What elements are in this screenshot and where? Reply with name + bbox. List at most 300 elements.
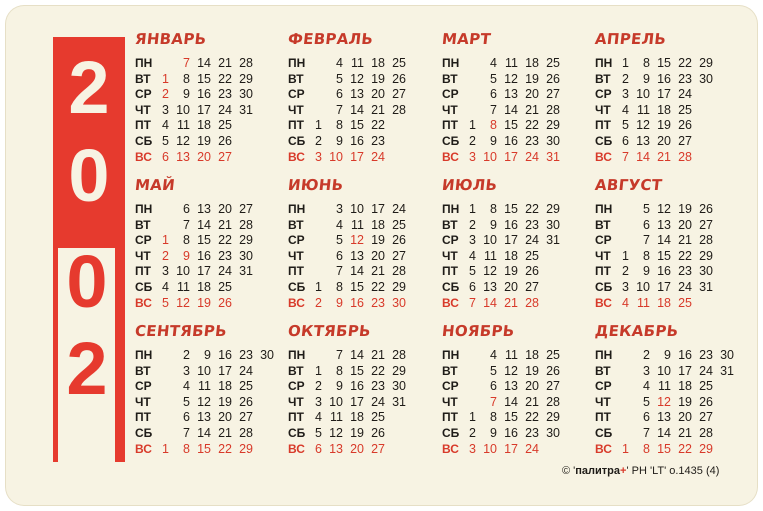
day-number: 20 <box>218 410 232 425</box>
day-number: 30 <box>720 348 734 362</box>
weekday-label: ПТ <box>288 264 304 279</box>
day-number: 29 <box>392 363 406 378</box>
day-number: 27 <box>546 87 560 102</box>
weekday-label: СР <box>595 87 612 102</box>
day-number: 12 <box>176 134 190 148</box>
day-number: 4 <box>622 102 629 117</box>
day-number: 5 <box>162 134 169 148</box>
day-number: 7 <box>336 102 343 117</box>
day-number: 23 <box>371 134 385 148</box>
day-number: 20 <box>525 87 539 102</box>
day-number: 11 <box>484 248 497 263</box>
weekday-label: ВС <box>135 295 152 310</box>
day-number: 8 <box>643 441 650 456</box>
day-number: 2 <box>162 87 169 102</box>
brand-name: палитра <box>575 465 621 477</box>
day-number: 11 <box>505 56 518 70</box>
weekday-label: СБ <box>288 134 306 148</box>
day-number: 9 <box>204 348 211 362</box>
day-number: 5 <box>183 394 190 409</box>
day-number: 23 <box>239 348 253 362</box>
day-number: 19 <box>657 118 671 133</box>
day-number: 4 <box>336 217 343 232</box>
day-number: 30 <box>260 348 274 362</box>
weekday-label: СБ <box>442 134 460 148</box>
day-number: 14 <box>197 426 211 440</box>
day-number: 10 <box>329 149 343 164</box>
day-number: 3 <box>469 149 476 164</box>
day-number: 26 <box>218 295 232 310</box>
day-number: 6 <box>469 280 476 294</box>
day-number: 16 <box>350 134 364 148</box>
day-number: 5 <box>490 71 497 86</box>
weekday-label: ВС <box>595 149 612 164</box>
day-number: 6 <box>622 134 629 148</box>
day-number: 14 <box>636 149 650 164</box>
month-name: СЕНТЯБРЬ <box>134 322 228 340</box>
weekday-label: ЧТ <box>442 394 458 409</box>
weekday-label: ПН <box>595 202 613 216</box>
day-number: 18 <box>678 379 692 394</box>
day-number: 22 <box>218 233 232 248</box>
day-number: 22 <box>525 410 539 425</box>
day-number: 20 <box>218 202 232 216</box>
day-number: 1 <box>622 248 629 263</box>
day-number: 4 <box>336 56 343 70</box>
day-number: 11 <box>505 348 518 362</box>
day-number: 30 <box>392 295 406 310</box>
day-number: 17 <box>197 264 211 279</box>
weekday-label: ПТ <box>442 410 458 425</box>
day-number: 12 <box>350 71 364 86</box>
day-number: 18 <box>197 118 211 133</box>
day-number: 9 <box>183 87 190 102</box>
day-number: 30 <box>546 217 560 232</box>
day-number: 20 <box>197 149 211 164</box>
day-number: 14 <box>504 394 518 409</box>
day-number: 9 <box>664 348 671 362</box>
weekday-label: СР <box>442 87 459 102</box>
day-number: 7 <box>469 295 476 310</box>
weekday-label: ЧТ <box>135 248 151 263</box>
day-number: 1 <box>622 441 629 456</box>
weekday-label: ВС <box>135 441 152 456</box>
day-number: 12 <box>504 363 518 378</box>
month-name: НОЯБРЬ <box>441 322 516 340</box>
day-number: 22 <box>525 118 539 133</box>
day-number: 17 <box>678 363 692 378</box>
day-number: 4 <box>622 295 629 310</box>
day-number: 14 <box>350 102 364 117</box>
day-number: 8 <box>336 118 343 133</box>
weekday-label: ПН <box>595 348 613 362</box>
weekday-label: ПТ <box>135 264 151 279</box>
day-number: 13 <box>350 87 364 102</box>
day-number: 9 <box>643 264 650 279</box>
day-number: 15 <box>350 280 364 294</box>
day-number: 1 <box>469 118 476 133</box>
month-name: ИЮЛЬ <box>441 176 499 194</box>
weekday-label: ВС <box>288 441 305 456</box>
weekday-label: ЧТ <box>288 248 304 263</box>
day-number: 3 <box>162 102 169 117</box>
weekday-label: ВТ <box>288 217 304 232</box>
weekday-label: ВС <box>288 149 305 164</box>
day-number: 29 <box>699 441 713 456</box>
day-number: 25 <box>218 280 232 294</box>
month-name: ДЕКАБРЬ <box>594 322 680 340</box>
month-name: МАРТ <box>441 30 492 48</box>
day-number: 23 <box>525 134 539 148</box>
day-number: 24 <box>525 149 539 164</box>
weekday-label: ВС <box>442 441 459 456</box>
day-number: 14 <box>657 426 671 440</box>
weekday-label: ВТ <box>595 217 611 232</box>
day-number: 22 <box>525 202 539 216</box>
day-number: 30 <box>239 87 253 102</box>
day-number: 9 <box>490 426 497 440</box>
day-number: 24 <box>371 394 385 409</box>
weekday-label: ВТ <box>135 363 151 378</box>
day-number: 4 <box>490 348 497 362</box>
day-number: 10 <box>483 149 497 164</box>
day-number: 31 <box>239 264 253 279</box>
day-number: 27 <box>678 134 692 148</box>
weekday-label: ПТ <box>442 264 458 279</box>
day-number: 2 <box>162 248 169 263</box>
day-number: 1 <box>162 441 169 456</box>
weekday-label: ВТ <box>288 363 304 378</box>
day-number: 20 <box>504 280 518 294</box>
day-number: 6 <box>643 410 650 425</box>
weekday-label: ВС <box>595 441 612 456</box>
day-number: 2 <box>183 348 190 362</box>
day-number: 18 <box>525 348 539 362</box>
pocket-calendar-card <box>6 6 757 505</box>
day-number: 13 <box>636 134 650 148</box>
day-number: 24 <box>218 264 232 279</box>
day-number: 25 <box>392 217 406 232</box>
weekday-label: ВС <box>595 295 612 310</box>
day-number: 2 <box>469 134 476 148</box>
day-number: 8 <box>643 248 650 263</box>
day-number: 8 <box>183 441 190 456</box>
day-number: 30 <box>699 264 713 279</box>
day-number: 29 <box>239 233 253 248</box>
day-number: 20 <box>371 248 385 263</box>
day-number: 11 <box>330 410 343 425</box>
day-number: 21 <box>218 217 232 232</box>
day-number: 3 <box>315 149 322 164</box>
day-number: 24 <box>218 102 232 117</box>
day-number: 22 <box>678 56 692 70</box>
day-number: 21 <box>371 264 385 279</box>
weekday-label: ВС <box>442 149 459 164</box>
day-number: 21 <box>218 56 232 70</box>
day-number: 26 <box>392 71 406 86</box>
day-number: 28 <box>678 149 692 164</box>
month-12 <box>594 322 745 456</box>
weekday-label: ЧТ <box>595 102 611 117</box>
day-number: 6 <box>183 202 190 216</box>
day-number: 15 <box>504 410 518 425</box>
weekday-label: СР <box>288 87 305 102</box>
day-number: 6 <box>490 87 497 102</box>
weekday-label: ПТ <box>135 410 151 425</box>
day-number: 7 <box>183 217 190 232</box>
day-number: 19 <box>197 295 211 310</box>
day-number: 6 <box>336 87 343 102</box>
day-number: 19 <box>504 264 518 279</box>
day-number: 13 <box>504 87 518 102</box>
day-number: 16 <box>504 426 518 440</box>
day-number: 15 <box>197 441 211 456</box>
day-number: 17 <box>657 87 671 102</box>
day-number: 2 <box>469 217 476 232</box>
day-number: 25 <box>371 410 385 425</box>
day-number: 23 <box>218 248 232 263</box>
day-number: 13 <box>197 410 211 425</box>
day-number: 27 <box>546 379 560 394</box>
day-number: 25 <box>525 248 539 263</box>
day-number: 27 <box>699 217 713 232</box>
day-number: 28 <box>392 102 406 117</box>
weekday-label: ВТ <box>595 363 611 378</box>
day-number: 15 <box>657 56 671 70</box>
day-number: 16 <box>197 248 211 263</box>
day-number: 15 <box>350 363 364 378</box>
day-number: 28 <box>546 394 560 409</box>
day-number: 21 <box>218 426 232 440</box>
day-number: 7 <box>336 264 343 279</box>
weekday-label: ПН <box>595 56 613 70</box>
day-number: 5 <box>315 426 322 440</box>
day-number: 7 <box>622 149 629 164</box>
day-number: 27 <box>525 280 539 294</box>
day-number: 5 <box>490 363 497 378</box>
day-number: 29 <box>392 280 406 294</box>
day-number: 9 <box>336 379 343 394</box>
weekday-label: СР <box>135 87 152 102</box>
day-number: 19 <box>525 363 539 378</box>
day-number: 13 <box>504 379 518 394</box>
day-number: 11 <box>177 118 190 133</box>
day-number: 16 <box>657 71 671 86</box>
day-number: 11 <box>198 379 211 394</box>
day-number: 3 <box>622 87 629 102</box>
day-number: 30 <box>699 71 713 86</box>
weekday-label: СР <box>288 379 305 394</box>
day-number: 15 <box>197 233 211 248</box>
day-number: 20 <box>678 217 692 232</box>
month-9 <box>134 322 285 456</box>
day-number: 10 <box>197 363 211 378</box>
day-number: 22 <box>218 71 232 86</box>
year-digit-3: 0 <box>66 240 108 323</box>
weekday-label: ПТ <box>442 118 458 133</box>
day-number: 18 <box>371 217 385 232</box>
day-number: 6 <box>162 149 169 164</box>
day-number: 24 <box>678 280 692 294</box>
day-number: 13 <box>350 248 364 263</box>
day-number: 7 <box>183 56 190 70</box>
weekday-label: ВТ <box>288 71 304 86</box>
day-number: 17 <box>197 102 211 117</box>
day-number: 26 <box>239 394 253 409</box>
day-number: 30 <box>546 134 560 148</box>
day-number: 7 <box>643 426 650 440</box>
weekday-label: СР <box>595 379 612 394</box>
day-number: 8 <box>490 118 497 133</box>
day-number: 3 <box>643 363 650 378</box>
day-number: 8 <box>643 56 650 70</box>
day-number: 11 <box>637 295 650 310</box>
day-number: 29 <box>699 56 713 70</box>
day-number: 4 <box>162 118 169 133</box>
day-number: 10 <box>657 363 671 378</box>
day-number: 5 <box>643 202 650 216</box>
day-number: 26 <box>525 264 539 279</box>
day-number: 21 <box>657 149 671 164</box>
day-number: 14 <box>350 348 364 362</box>
day-number: 19 <box>371 233 385 248</box>
weekday-label: ПТ <box>288 410 304 425</box>
day-number: 1 <box>469 202 476 216</box>
day-number: 10 <box>176 102 190 117</box>
day-number: 5 <box>643 394 650 409</box>
day-number: 5 <box>336 233 343 248</box>
day-number: 3 <box>183 363 190 378</box>
day-number: 20 <box>525 379 539 394</box>
day-number: 21 <box>525 394 539 409</box>
day-number: 7 <box>183 426 190 440</box>
day-number: 16 <box>197 87 211 102</box>
month-2 <box>287 30 438 164</box>
day-number: 2 <box>315 295 322 310</box>
day-number: 26 <box>699 202 713 216</box>
day-number: 3 <box>315 394 322 409</box>
day-number: 25 <box>678 102 692 117</box>
day-number: 24 <box>371 149 385 164</box>
day-number: 30 <box>392 379 406 394</box>
day-number: 18 <box>504 248 518 263</box>
month-name: ЯНВАРЬ <box>134 30 208 48</box>
day-number: 4 <box>643 379 650 394</box>
day-number: 22 <box>371 280 385 294</box>
day-number: 29 <box>546 118 560 133</box>
day-number: 24 <box>525 441 539 456</box>
weekday-label: ЧТ <box>595 248 611 263</box>
day-number: 24 <box>678 87 692 102</box>
day-number: 9 <box>643 71 650 86</box>
day-number: 10 <box>329 394 343 409</box>
weekday-label: ЧТ <box>442 102 458 117</box>
weekday-label: СБ <box>442 426 460 440</box>
day-number: 14 <box>197 217 211 232</box>
day-number: 12 <box>176 295 190 310</box>
day-number: 22 <box>371 118 385 133</box>
day-number: 17 <box>218 363 232 378</box>
copyright-open-quote: ' <box>573 465 576 477</box>
day-number: 15 <box>504 118 518 133</box>
day-number: 27 <box>392 248 406 263</box>
day-number: 8 <box>490 202 497 216</box>
day-number: 10 <box>176 264 190 279</box>
day-number: 1 <box>315 118 322 133</box>
day-number: 28 <box>239 426 253 440</box>
day-number: 18 <box>218 379 232 394</box>
day-number: 19 <box>197 134 211 148</box>
day-number: 6 <box>183 410 190 425</box>
print-info: РН 'LT' о.1435 (4) <box>631 465 720 477</box>
day-number: 20 <box>678 410 692 425</box>
weekday-label: ПТ <box>135 118 151 133</box>
day-number: 5 <box>622 118 629 133</box>
month-name: АВГУСТ <box>594 176 664 194</box>
copyright-symbol: © <box>562 465 571 477</box>
day-number: 12 <box>636 118 650 133</box>
day-number: 7 <box>490 102 497 117</box>
day-number: 14 <box>350 264 364 279</box>
day-number: 19 <box>678 394 692 409</box>
day-number: 2 <box>315 134 322 148</box>
day-number: 27 <box>392 87 406 102</box>
day-number: 24 <box>525 233 539 248</box>
day-number: 8 <box>336 363 343 378</box>
day-number: 3 <box>469 441 476 456</box>
year-box <box>58 240 115 462</box>
day-number: 16 <box>504 134 518 148</box>
weekday-label: ПТ <box>595 264 611 279</box>
day-number: 2 <box>643 348 650 362</box>
day-number: 1 <box>315 280 322 294</box>
day-number: 26 <box>546 71 560 86</box>
brand-plus: + <box>620 465 627 477</box>
day-number: 31 <box>392 394 406 409</box>
day-number: 18 <box>657 295 671 310</box>
weekday-label: СР <box>442 233 459 248</box>
month-name: МАЙ <box>134 176 176 194</box>
day-number: 19 <box>350 426 364 440</box>
weekday-label: СБ <box>135 134 153 148</box>
month-1 <box>134 30 285 164</box>
day-number: 23 <box>371 379 385 394</box>
day-number: 13 <box>329 441 343 456</box>
day-number: 31 <box>699 280 713 294</box>
day-number: 26 <box>371 426 385 440</box>
weekday-label: СБ <box>442 280 460 294</box>
month-6 <box>287 176 438 310</box>
weekday-label: СР <box>135 379 152 394</box>
weekday-label: ПН <box>442 202 460 216</box>
day-number: 21 <box>525 102 539 117</box>
day-number: 3 <box>162 264 169 279</box>
weekday-label: ВТ <box>442 71 458 86</box>
day-number: 4 <box>183 379 190 394</box>
day-number: 12 <box>350 233 364 248</box>
day-number: 27 <box>371 441 385 456</box>
day-number: 16 <box>218 348 232 362</box>
day-number: 14 <box>657 233 671 248</box>
day-number: 4 <box>490 56 497 70</box>
day-number: 20 <box>350 441 364 456</box>
day-number: 29 <box>239 71 253 86</box>
day-number: 12 <box>657 202 671 216</box>
month-8 <box>594 176 745 310</box>
day-number: 12 <box>483 264 497 279</box>
day-number: 27 <box>699 410 713 425</box>
day-number: 25 <box>218 118 232 133</box>
